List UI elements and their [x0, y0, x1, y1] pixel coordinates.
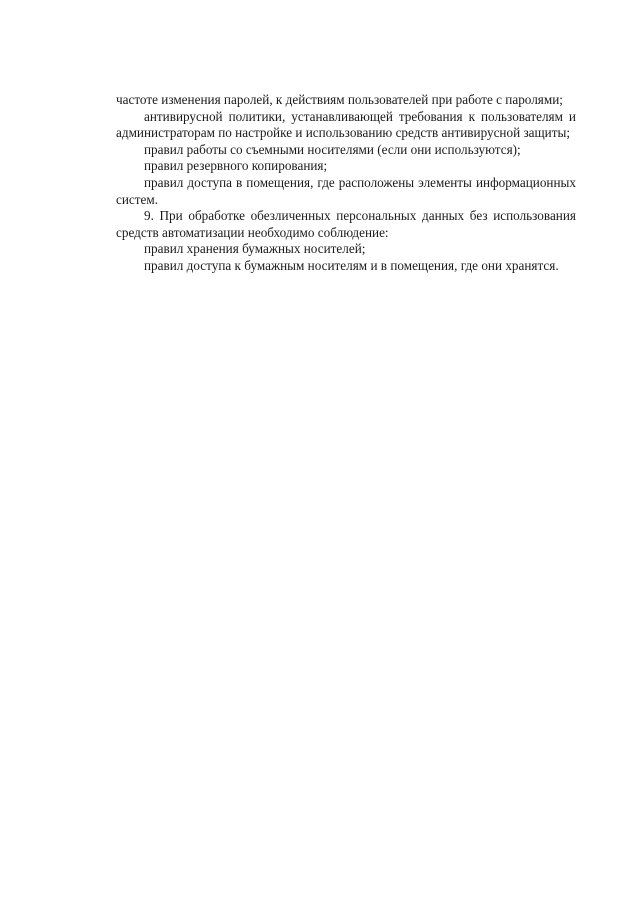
paragraph-paper-access: правил доступа к бумажным носителям и в помещения, где они хранятся. [144, 257, 559, 273]
paragraph-paper-storage: правил хранения бумажных носителей; [144, 241, 366, 257]
paragraph-backup: правил резервного копирования; [144, 158, 328, 174]
paragraph-password-change: частоте изменения паролей, к действиям пользователей при работе с паролями; [116, 92, 563, 107]
paragraph-removable-media: правил работы со съемными носителями (если они используются); [144, 141, 521, 157]
document-body [116, 92, 576, 275]
paragraph-item-9: 9. При обработке обезличенных персональных данных без использования средств автоматизации необходимо соблюдение: [116, 208, 576, 240]
paragraph-room-access: правил доступа в помещения, где расположены элементы информационных систем. [116, 174, 576, 207]
paragraph-antivirus-policy: антивирусной политики, устанавливающей требования к пользователям и администраторам по настройке и использованию средств антивирусной защиты; [116, 108, 576, 141]
